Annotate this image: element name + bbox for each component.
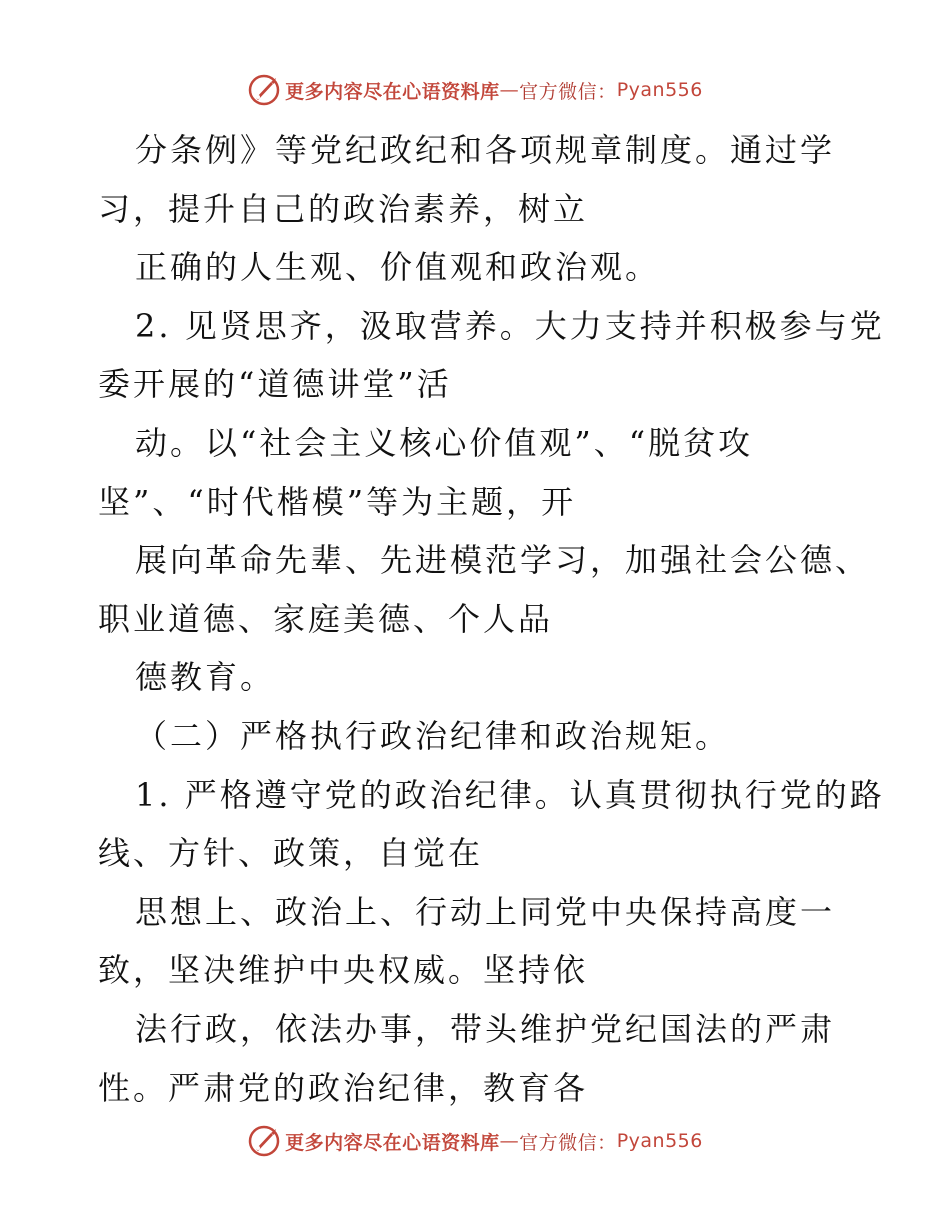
text-line: 线、方针、政策，自觉在 [98,834,484,873]
text-line: 动。以“社会主义核心价值观”、“脱贫攻 [135,423,754,462]
quill-logo-icon [247,1124,281,1158]
text-line: 2. 见贤思齐，汲取营养。大力支持并积极参与党 [135,306,885,345]
header-watermark [0,70,950,110]
text-line: 坚”、“时代楷模”等为主题，开 [98,482,577,521]
text-line: 致，坚决维护中央权威。坚持依 [98,951,589,990]
text-line: 思想上、政治上、行动上同党中央保持高度一 [135,892,836,931]
text-line: 职业道德、家庭美德、个人品 [98,599,554,638]
text-line: 1. 严格遵守党的政治纪律。认真贯彻执行党的路 [135,775,885,814]
section-heading: （二）严格执行政治纪律和政治规矩。 [135,716,731,755]
watermark-wechat-id: Pyan556 [616,1130,703,1152]
watermark-separator: — [499,1130,520,1152]
watermark-site-name: 更多内容尽在心语资料库 [285,1131,500,1154]
text-line: 法行政，依法办事，带头维护党纪国法的严肃 [135,1009,836,1048]
watermark-wechat-label: 官方微信： [519,80,617,103]
document-body [98,121,885,1117]
watermark-wechat-label: 官方微信： [519,1131,617,1154]
watermark-separator: — [499,79,520,101]
footer-watermark [0,1121,950,1161]
text-line: 性。严肃党的政治纪律，教育各 [98,1068,589,1107]
text-line: 分条例》等党纪政纪和各项规章制度。通过学 [135,131,836,169]
text-line: 习，提升自己的政治素养，树立 [98,189,589,228]
watermark-site-name: 更多内容尽在心语资料库 [285,80,500,103]
text-line: 德教育。 [135,658,276,697]
quill-logo-icon [247,73,281,107]
text-line: 正确的人生观、价值观和政治观。 [135,248,661,287]
text-line: 展向革命先辈、先进模范学习，加强社会公德、 [135,541,871,580]
text-line: 委开展的“道德讲堂”活 [98,365,452,404]
watermark-wechat-id: Pyan556 [616,79,703,101]
